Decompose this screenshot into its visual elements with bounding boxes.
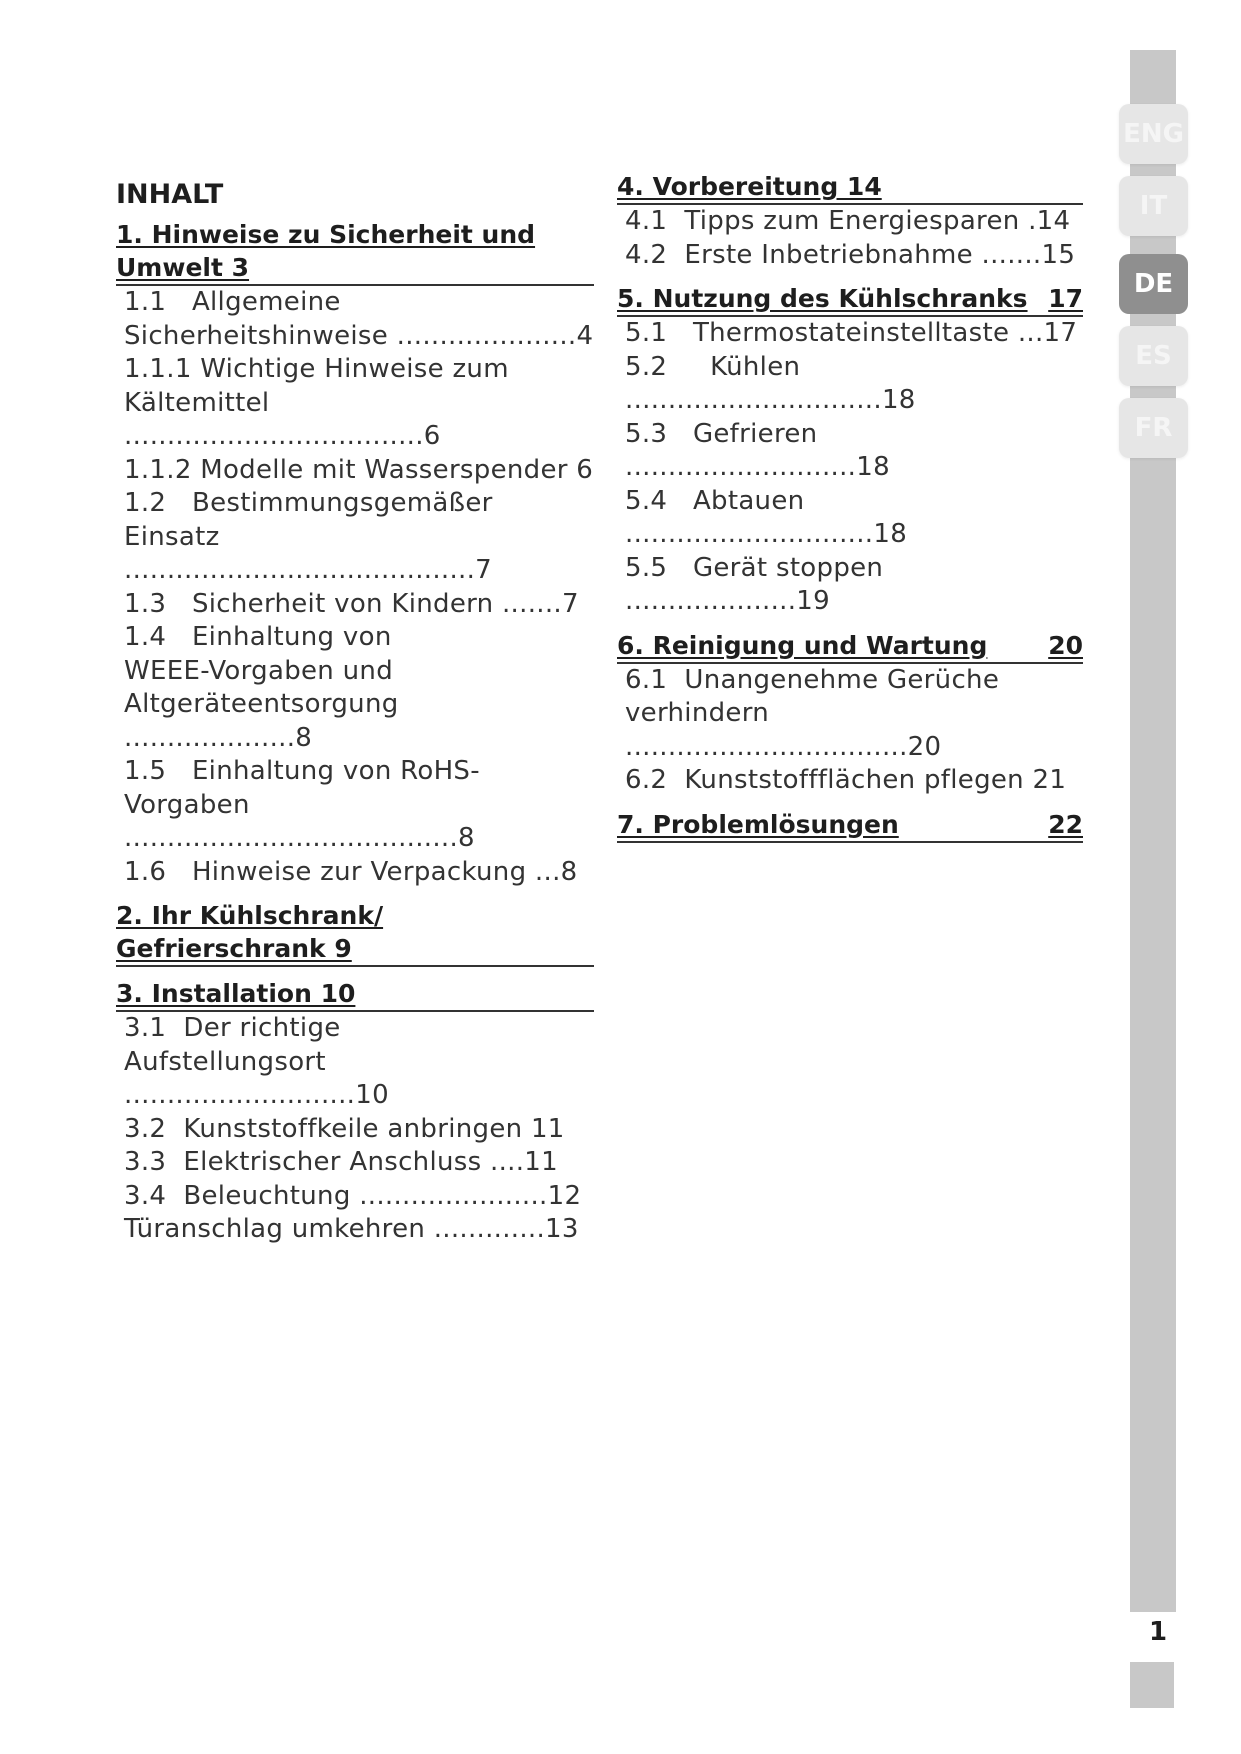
section-heading-link[interactable] xyxy=(617,808,1083,843)
toc-entry[interactable]: 3.2 Kunststoffkeile anbringen 11 xyxy=(124,1113,565,1144)
toc-entry[interactable]: Aufstellungsort ...........................10 xyxy=(124,1046,389,1110)
toc-right-column xyxy=(617,170,1083,853)
section-heading-text: 1. Hinweise zu Sicherheit und xyxy=(116,220,536,249)
toc-title: INHALT xyxy=(116,179,224,210)
section-heading-text: 5. Nutzung des Kühlschranks xyxy=(617,284,1028,313)
toc-entry[interactable]: 1.3 Sicherheit von Kindern .......7 xyxy=(124,588,579,619)
toc-entry-list xyxy=(617,664,1083,798)
toc-entry[interactable]: 6.2 Kunststoffflächen pflegen 21 xyxy=(625,765,1067,795)
page-number-block xyxy=(1130,1662,1174,1708)
toc-section xyxy=(116,977,594,1247)
section-heading-text: 3. Installation 10 xyxy=(116,979,356,1008)
toc-entry[interactable]: 1.1 Allgemeine xyxy=(124,287,341,317)
toc-left-column xyxy=(116,170,594,1257)
toc-entry[interactable]: 5.3 Gefrieren ...........................18 xyxy=(625,418,890,482)
section-heading-text: Umwelt 3 xyxy=(116,253,250,282)
toc-section xyxy=(617,282,1083,619)
toc-entry[interactable]: 1.1.2 Modelle mit Wasserspender 6 xyxy=(124,454,594,485)
toc-entry[interactable]: 6.1 Unangenehme Gerüche xyxy=(625,664,1000,695)
toc-entry[interactable]: Vorgaben .......................................8 xyxy=(124,789,475,853)
toc-section xyxy=(617,808,1083,843)
section-heading-link[interactable] xyxy=(116,977,594,1012)
toc-entry[interactable]: 1.6 Hinweise zur Verpackung ...8 xyxy=(124,856,578,887)
toc-entry-list xyxy=(116,1012,594,1247)
toc-entry[interactable]: Einsatz .........................................7 xyxy=(124,521,492,585)
section-heading-link[interactable] xyxy=(116,932,594,967)
toc-right-sections xyxy=(617,170,1083,843)
toc-entry[interactable]: Türanschlag umkehren .............13 xyxy=(124,1214,579,1244)
section-heading-link[interactable] xyxy=(116,251,594,286)
page-number: 1 xyxy=(1148,1617,1168,1647)
section-heading-text: 7. Problemlösungen xyxy=(617,809,899,839)
section-heading-link[interactable] xyxy=(617,170,1083,205)
toc-entry[interactable]: 3.3 Elektrischer Anschluss ....11 xyxy=(124,1147,558,1177)
section-heading-link[interactable] xyxy=(116,218,594,251)
section-heading-link[interactable] xyxy=(617,282,1083,317)
toc-entry[interactable]: 4.2 Erste Inbetriebnahme .......15 xyxy=(625,239,1076,270)
language-tab-it[interactable]: IT xyxy=(1119,176,1188,236)
toc-section xyxy=(116,899,594,967)
language-tab-eng[interactable]: ENG xyxy=(1119,104,1188,164)
toc-entry[interactable]: Altgeräteentsorgung ....................8 xyxy=(124,689,408,753)
toc-entry[interactable]: 5.4 Abtauen .............................18 xyxy=(625,485,908,549)
toc-entry[interactable]: 1.5 Einhaltung von RoHS- xyxy=(124,756,480,786)
toc-entry[interactable]: 5.1 Thermostateinstelltaste ...17 xyxy=(625,318,1078,348)
toc-entry[interactable]: 5.5 Gerät stoppen ....................19 xyxy=(625,552,892,616)
toc-entry[interactable]: 3.1 Der richtige xyxy=(124,1013,341,1043)
toc-entry[interactable]: 4.1 Tipps zum Energiesparen .14 xyxy=(625,206,1071,236)
toc-section xyxy=(617,629,1083,798)
language-tab-fr[interactable]: FR xyxy=(1119,398,1188,458)
section-page-number: 20 xyxy=(1048,630,1083,660)
toc-entry[interactable]: Sicherheitshinweise .....................4 xyxy=(124,320,594,351)
section-page-number: 17 xyxy=(1048,284,1083,313)
section-page-number: 22 xyxy=(1048,809,1083,839)
toc-entry[interactable]: verhindern .................................20 xyxy=(625,698,942,762)
toc-left-sections xyxy=(116,218,594,1247)
toc-entry[interactable]: 3.4 Beleuchtung ......................12 xyxy=(124,1180,582,1211)
section-heading-link[interactable] xyxy=(617,629,1083,664)
toc-entry-list xyxy=(617,205,1083,272)
toc-entry[interactable]: 5.2 Kühlen ..............................18 xyxy=(625,351,916,415)
language-tab-es[interactable]: ES xyxy=(1119,326,1188,386)
section-heading-link[interactable] xyxy=(116,899,594,932)
section-heading-text: 2. Ihr Kühlschrank/ xyxy=(116,901,384,930)
toc-entry-list xyxy=(617,317,1083,619)
section-heading-text: 6. Reinigung und Wartung xyxy=(617,630,988,660)
toc-section xyxy=(617,170,1083,272)
toc-entry[interactable]: 1.4 Einhaltung von xyxy=(124,622,392,652)
toc-entry[interactable]: Kältemittel ...................................6 xyxy=(124,387,441,451)
language-tab-de[interactable]: DE xyxy=(1119,254,1188,314)
toc-section xyxy=(116,218,594,889)
toc-entry-list xyxy=(116,286,594,889)
section-heading-text: Gefrierschrank 9 xyxy=(116,934,352,963)
section-heading-text: 4. Vorbereitung 14 xyxy=(617,172,882,201)
toc-entry[interactable]: WEEE-Vorgaben und xyxy=(124,655,393,686)
toc-entry[interactable]: 1.1.1 Wichtige Hinweise zum xyxy=(124,354,509,384)
toc-entry[interactable]: 1.2 Bestimmungsgemäßer xyxy=(124,488,493,518)
